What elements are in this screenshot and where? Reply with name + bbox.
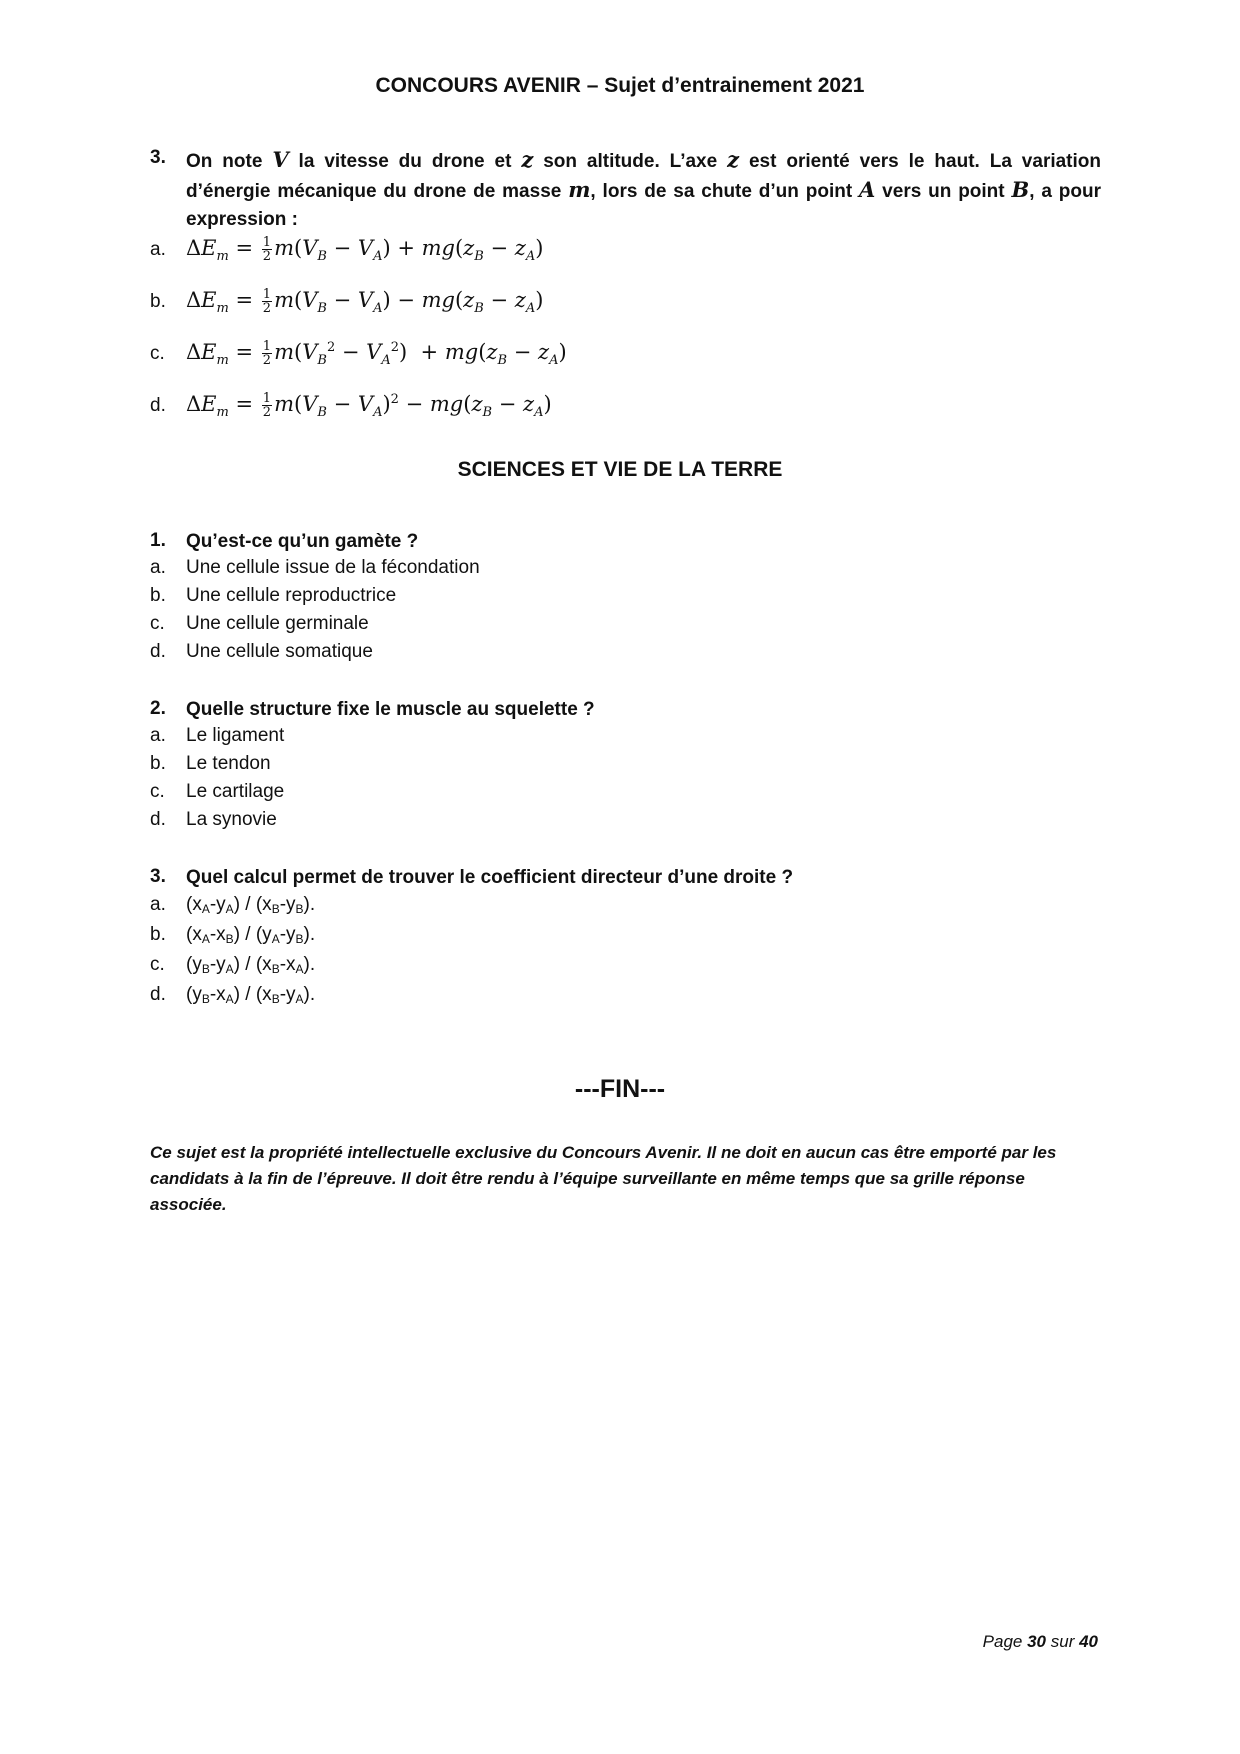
svt-q1-option-a[interactable]: a. Une cellule issue de la fécondation xyxy=(150,557,480,578)
svt-question-2-number: 2. xyxy=(150,698,166,719)
formula-c: $\Delta E_m$ = $\frac{1}{2}$ $m(V_B^2 - V_A^2) + mg(z_B - z_A)$ xyxy=(186,339,567,368)
svt-q3-option-d-text: (yB-xA) / (xB-yA). xyxy=(186,984,316,1006)
svt-q3-option-d[interactable]: d. (yB-xA) / (xB-yA). xyxy=(150,984,316,1006)
end-marker: ---FIN--- xyxy=(574,1075,666,1103)
svt-q1-option-d[interactable]: d. Une cellule somatique xyxy=(150,641,373,662)
physics-option-b[interactable]: b. $\Delta E_m$ = $\frac{1}{2}$ $m(V_B - V_A) - mg(z_B - z_A)$ xyxy=(150,287,544,316)
page-header: CONCOURS AVENIR – Sujet d’entrainement 2021 xyxy=(375,74,865,97)
svt-q2-option-d[interactable]: d. La synovie xyxy=(150,809,277,830)
svt-q3-option-b-text: (xA-xB) / (yA-yB). xyxy=(186,924,316,946)
physics-question-text: On note V la vitesse du drone et z son altitude. L’axe z est orienté vers le haut. La variation d’énergie mécanique du drone de masse m, lors de sa chute d’un point A vers un point B, a pour expression : xyxy=(186,147,1102,230)
formula-b: $\Delta E_m$ = $\frac{1}{2}$ $m(V_B - V_A) - mg(z_B - z_A)$ xyxy=(186,287,544,316)
svt-question-3-number: 3. xyxy=(150,866,166,887)
physics-option-a[interactable]: a. $\Delta E_m$ = $\frac{1}{2}$ $m(V_B - V_A) + mg(z_B - z_A)$ xyxy=(150,235,544,264)
svt-q1-option-c[interactable]: c. Une cellule germinale xyxy=(150,613,369,634)
physics-question-number: 3. xyxy=(150,147,166,168)
svt-q2-option-b[interactable]: b. Le tendon xyxy=(150,753,271,774)
svt-q1-option-b[interactable]: b. Une cellule reproductrice xyxy=(150,585,397,606)
svt-q2-option-c[interactable]: c. Le cartilage xyxy=(150,781,285,802)
svt-question-1-text: Qu’est-ce qu’un gamète ? xyxy=(186,531,419,552)
svt-question-3-text: Quel calcul permet de trouver le coefficient directeur d’une droite ? xyxy=(186,867,794,888)
property-notice: Ce sujet est la propriété intellectuelle exclusive du Concours Avenir. Il ne doit en aucun cas être emporté par les candidats à la fin de l’épreuve. Il doit être rendu à l’équipe surveillante en même temps que sa grille réponse associée. xyxy=(150,1143,1057,1214)
physics-option-c[interactable]: c. $\Delta E_m$ = $\frac{1}{2}$ $m(V_B^2 - V_A^2) + mg(z_B - z_A)$ xyxy=(150,339,567,368)
svt-question-1-number: 1. xyxy=(150,530,166,551)
physics-option-d[interactable]: d. $\Delta E_m$ = $\frac{1}{2}$ $m(V_B - V_A)^2 - mg(z_B - z_A)$ xyxy=(150,391,552,420)
svt-q2-option-a[interactable]: a. Le ligament xyxy=(150,725,285,746)
svt-q3-option-c[interactable]: c. (yB-yA) / (xB-xA). xyxy=(150,954,316,976)
svt-q3-option-a-text: (xA-yA) / (xB-yB). xyxy=(186,894,316,916)
svt-q3-option-a[interactable]: a. (xA-yA) / (xB-yB). xyxy=(150,894,316,916)
svt-q3-option-c-text: (yB-yA) / (xB-xA). xyxy=(186,954,316,976)
formula-a: $\Delta E_m$ = $\frac{1}{2}$ $m(V_B - V_A) + mg(z_B - z_A)$ xyxy=(186,235,544,264)
svt-question-2-text: Quelle structure fixe le muscle au squelette ? xyxy=(186,699,595,720)
page-footer: Page 30 sur 40 xyxy=(982,1632,1098,1651)
svt-q3-option-b[interactable]: b. (xA-xB) / (yA-yB). xyxy=(150,924,316,946)
section-title-svt: SCIENCES ET VIE DE LA TERRE xyxy=(457,458,783,481)
formula-d: $\Delta E_m$ = $\frac{1}{2}$ $m(V_B - V_A)^2 - mg(z_B - z_A)$ xyxy=(186,391,552,420)
